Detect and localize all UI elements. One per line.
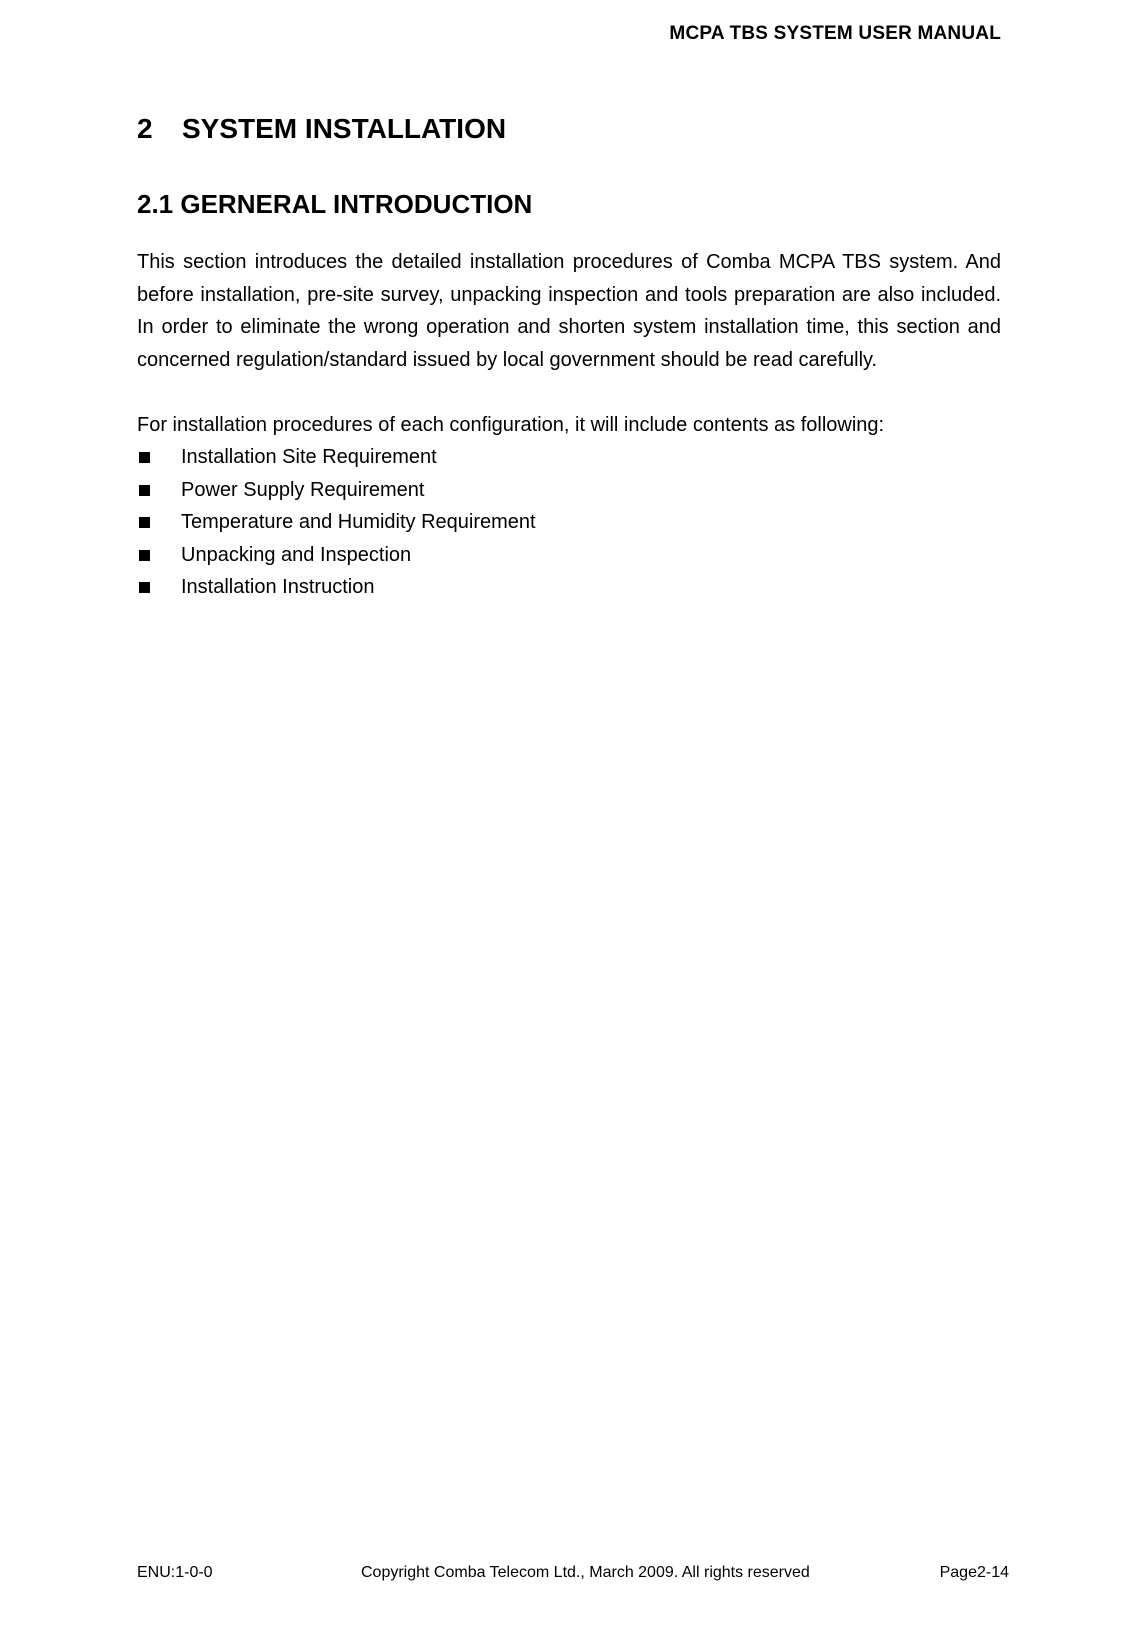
list-item	[137, 571, 1001, 604]
list-item-text: Temperature and Humidity Requirement	[181, 511, 536, 533]
body-content	[137, 246, 1001, 604]
list-item	[137, 539, 1001, 572]
square-bullet-icon	[139, 550, 150, 561]
square-bullet-icon	[139, 452, 150, 463]
chapter-title	[137, 113, 506, 145]
chapter-number: 2	[137, 113, 153, 144]
running-header: MCPA TBS SYSTEM USER MANUAL	[669, 23, 1001, 44]
contents-intro-paragraph: For installation procedures of each configuration, it will include contents as following:	[137, 413, 885, 436]
list-item	[137, 441, 1001, 474]
contents-list	[137, 441, 1001, 604]
list-item-text: Installation Site Requirement	[181, 446, 437, 468]
list-item-text: Power Supply Requirement	[181, 478, 425, 501]
footer-copyright: Copyright Comba Telecom Ltd., March 2009. All rights reserved	[361, 1564, 810, 1581]
square-bullet-icon	[139, 485, 150, 496]
square-bullet-icon	[139, 517, 150, 528]
square-bullet-icon	[139, 582, 150, 593]
footer-version: ENU:1-0-0	[137, 1564, 213, 1581]
list-item	[137, 506, 1001, 539]
intro-paragraph: This section introduces the detailed installation procedures of Comba MCPA TBS system. And before installation, pre-site survey, unpacking inspection and tools preparation are also included. In order to eliminate the wrong operation and shorten system installation time, this section and concerned regulation/standard issued by local government should be read carefully.	[137, 251, 1001, 371]
list-item-text: Unpacking and Inspection	[181, 543, 412, 566]
list-item	[137, 474, 1001, 507]
footer-page-number: Page2-14	[939, 1564, 1009, 1581]
chapter-title-text: SYSTEM INSTALLATION	[182, 113, 507, 144]
list-item-text: Installation Instruction	[181, 576, 375, 598]
section-title: 2.1 GERNERAL INTRODUCTION	[137, 189, 533, 219]
